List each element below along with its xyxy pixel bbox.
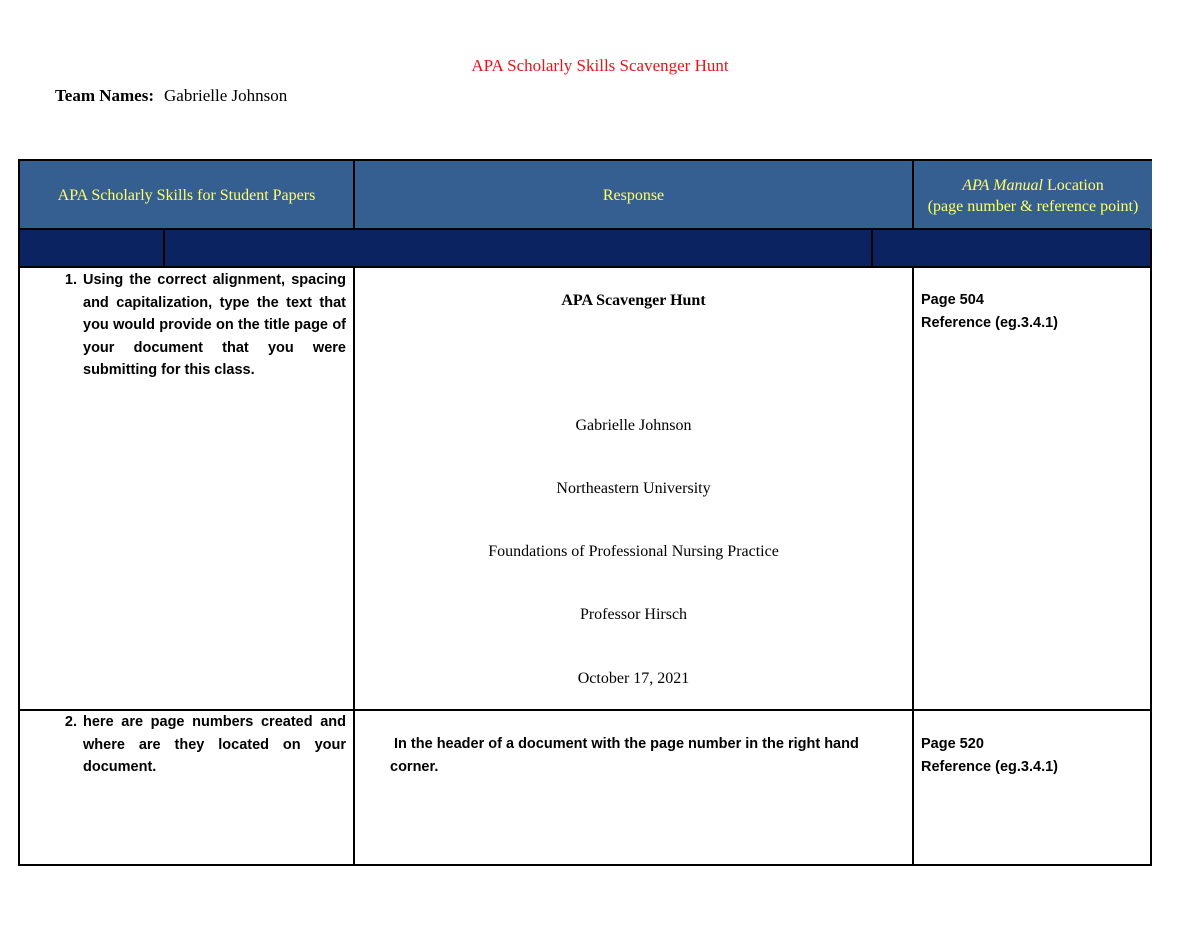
response-institution: Northeastern University — [556, 480, 711, 497]
response-2: In the header of a document with the page number in the right hand corner. — [390, 736, 859, 775]
response-course: Foundations of Professional Nursing Practice — [488, 543, 779, 560]
row-divider — [20, 228, 1150, 230]
column-divider — [912, 266, 914, 866]
response-date: October 17, 2021 — [577, 670, 690, 687]
question-number: 2. — [64, 714, 77, 730]
location-page: Page 504 — [921, 292, 984, 308]
team-names — [55, 86, 287, 106]
response-title: APA Scavenger Hunt — [561, 292, 706, 309]
location-reference: Reference (eg.3.4.1) — [921, 759, 1059, 775]
response-instructor: Professor Hirsch — [579, 606, 688, 623]
document-title: APA Scholarly Skills Scavenger Hunt — [471, 56, 729, 75]
question-number: 1. — [64, 272, 77, 288]
header-location — [914, 161, 1152, 229]
header-location-text: Location — [1042, 177, 1104, 194]
band-divider — [871, 230, 873, 266]
column-divider — [353, 266, 355, 866]
location-1 — [921, 289, 1058, 335]
team-names-label: Team Names: — [55, 86, 154, 105]
header-skills: APA Scholarly Skills for Student Papers — [20, 161, 353, 229]
header-location-sub: (page number & reference point) — [927, 198, 1139, 215]
location-page: Page 520 — [921, 736, 984, 752]
location-reference: Reference (eg.3.4.1) — [921, 315, 1059, 331]
header-response: Response — [355, 161, 912, 229]
band-divider — [163, 230, 165, 266]
header-location-italic: APA Manual — [962, 177, 1043, 194]
question-2 — [64, 711, 346, 779]
question-1 — [64, 269, 346, 382]
header-band — [20, 230, 1150, 266]
scavenger-hunt-table — [18, 159, 1152, 866]
team-names-value: Gabrielle Johnson — [164, 86, 288, 105]
response-author: Gabrielle Johnson — [575, 417, 692, 434]
location-2 — [921, 733, 1058, 779]
row-divider — [20, 266, 1150, 268]
question-text: Using the correct alignment, spacing and capitalization, type the text that you would provide on the title page of your document that you were submitting for this class. — [83, 272, 346, 378]
column-divider — [353, 161, 355, 229]
question-text: here are page numbers created and where are they located on your document. — [83, 714, 346, 775]
column-divider — [912, 161, 914, 229]
